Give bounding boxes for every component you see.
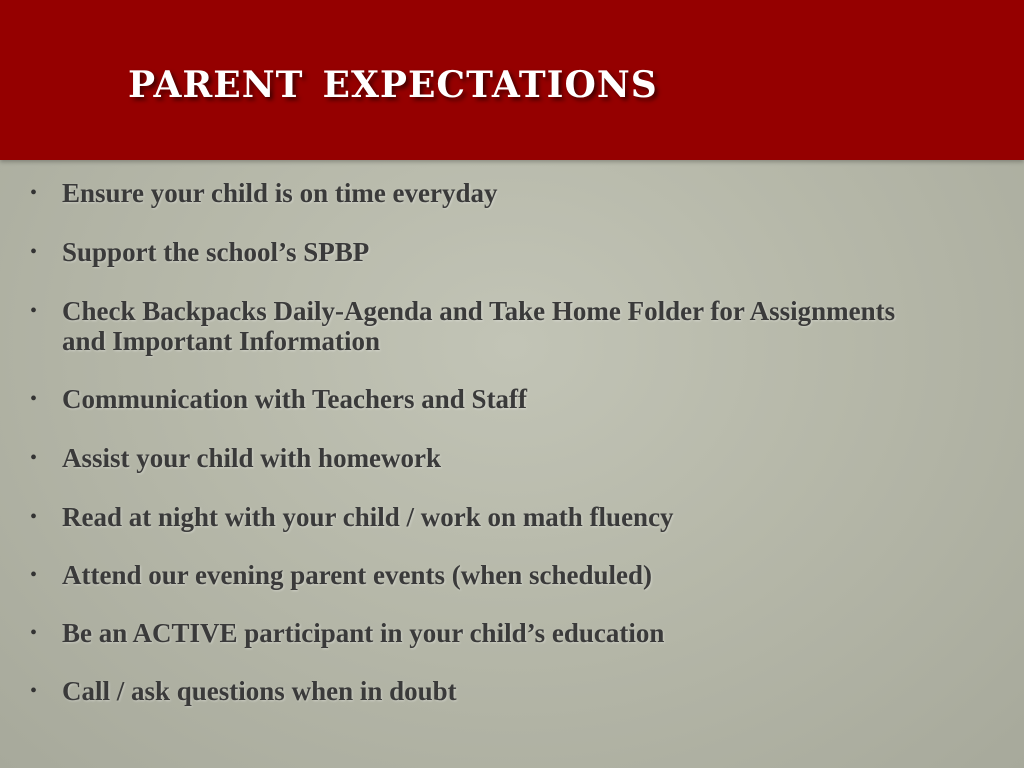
bullet-icon: • (30, 388, 38, 410)
slide-title: parent expectations (128, 49, 658, 110)
bullet-icon: • (30, 300, 38, 322)
list-item-text: Check Backpacks Daily-Agenda and Take Home Folder for Assignments and Important Information (62, 296, 896, 356)
bullet-icon: • (30, 622, 38, 644)
bullet-icon: • (30, 447, 38, 469)
list-item-text: Call / ask questions when in doubt (62, 676, 457, 706)
list-item-text: Assist your child with homework (62, 443, 442, 473)
list-item-text: Attend our evening parent events (when scheduled) (62, 560, 653, 590)
title-banner (0, 0, 1024, 160)
bullet-icon: • (30, 564, 38, 586)
list-item-text: Be an ACTIVE participant in your child’s education (62, 618, 665, 648)
list-item-text: Read at night with your child / work on math fluency (62, 502, 674, 532)
bullet-icon: • (30, 182, 38, 204)
bullet-icon: • (30, 506, 38, 528)
list-item-text: Communication with Teachers and Staff (62, 384, 528, 414)
list-item-text: Support the school’s SPBP (62, 237, 370, 267)
bullet-icon: • (30, 241, 38, 263)
list-item-text: Ensure your child is on time everyday (62, 178, 498, 208)
bullet-icon: • (30, 680, 38, 702)
